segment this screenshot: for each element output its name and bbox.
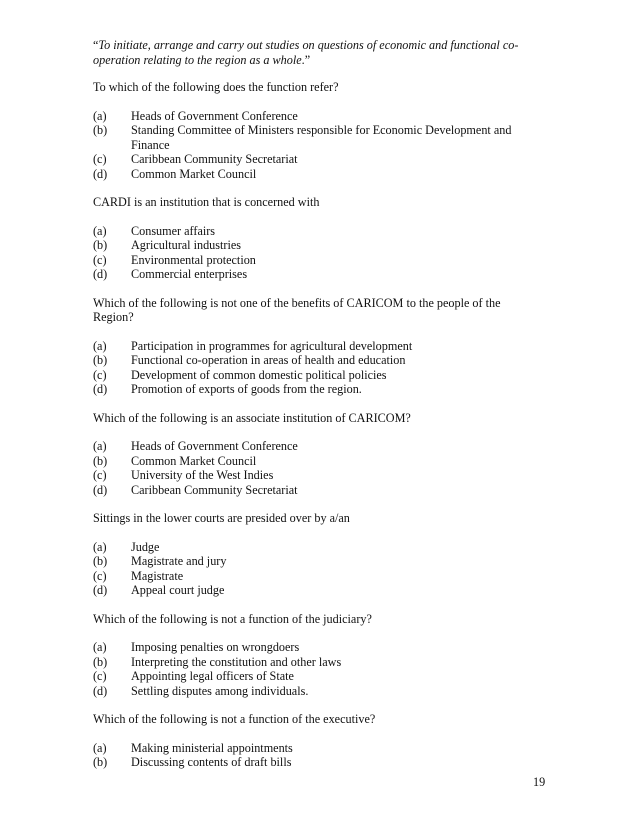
answer-option [93,109,543,124]
answer-option [93,583,543,598]
option-text: Functional co-operation in areas of health and education [131,353,406,367]
option-label: (c) [93,568,107,583]
option-label: (d) [93,166,108,181]
option-label: (c) [93,669,107,683]
answer-option [93,741,543,756]
answer-option [93,353,543,368]
option-label: (a) [93,338,107,353]
option-text: Agricultural industries [131,238,242,252]
option-text: Development of common domestic political policies [131,367,387,382]
answer-option [93,253,543,268]
question-text: Sittings in the lower courts are presided over by a/an [93,511,350,525]
option-text: Caribbean Community Secretariat [131,482,298,497]
question-text: Which of the following is an associate institution of CARICOM? [93,410,411,425]
option-text: Consumer affairs [131,223,216,238]
option-text: Appeal court judge [131,583,225,597]
option-text: Imposing penalties on wrongdoers [131,640,300,654]
question-block [93,195,543,282]
option-label: (b) [93,123,108,137]
answer-option [93,167,543,182]
option-label: (d) [93,683,108,698]
option-label: (a) [93,223,107,238]
answer-option [93,554,543,569]
answer-option [93,224,543,239]
option-label: (d) [93,267,108,281]
answer-option [93,468,543,483]
option-label: (c) [93,468,107,482]
option-label: (a) [93,740,107,755]
question-text: CARDI is an institution that is concerned with [93,195,320,209]
answer-option [93,123,543,152]
option-label: (c) [93,252,107,267]
answer-option [93,382,543,397]
option-text: Making ministerial appointments [131,740,293,755]
option-text: Heads of Government Conference [131,108,298,123]
question-text: Which of the following is not one of the benefits of CARICOM to the people of the Region? [93,295,501,324]
option-label: (b) [93,554,108,568]
question-text: To which of the following does the function refer? [93,80,339,94]
answer-option [93,368,543,383]
answer-option [93,339,543,354]
option-text: Environmental protection [131,252,256,267]
option-label: (b) [93,654,108,669]
document-page [93,38,543,784]
option-label: (d) [93,482,108,497]
option-label: (b) [93,238,108,252]
answer-option [93,755,543,770]
answer-option [93,238,543,253]
question-list [93,80,543,770]
option-text: Common Market Council [131,453,257,468]
question-block [93,80,543,181]
answer-option [93,684,543,699]
option-text: Magistrate and jury [131,554,227,568]
option-label: (c) [93,152,107,166]
page-number: 19 [533,775,546,789]
question-block [93,511,543,598]
option-text: Participation in programmes for agricultural development [131,338,413,353]
option-label: (a) [93,539,107,554]
option-label: (b) [93,453,108,468]
question-block [93,411,543,498]
option-text: Standing Committee of Ministers responsible for Economic Development and Finance [131,123,512,152]
option-label: (b) [93,353,108,367]
option-text: University of the West Indies [131,468,274,482]
option-label: (a) [93,108,107,123]
option-label: (d) [93,583,108,597]
option-text: Discussing contents of draft bills [131,755,292,769]
quote-text: To initiate, arrange and carry out studies on questions of economic and functional co-operation relating to the region as a whole [93,38,519,67]
option-text: Commercial enterprises [131,267,248,281]
option-label: (a) [93,439,107,453]
option-text: Promotion of exports of goods from the region. [131,382,362,396]
question-block [93,612,543,699]
answer-option [93,483,543,498]
question-block [93,712,543,770]
option-label: (c) [93,367,107,382]
option-text: Appointing legal officers of State [131,669,294,683]
option-text: Interpreting the constitution and other laws [131,654,342,669]
option-text: Caribbean Community Secretariat [131,152,298,166]
question-text: Which of the following is not a function of the executive? [93,712,376,726]
answer-option [93,439,543,454]
option-label: (d) [93,382,108,396]
option-label: (b) [93,755,108,769]
option-text: Common Market Council [131,166,257,181]
open-quote-mark: “ [93,38,99,52]
question-text: Which of the following is not a function of the judiciary? [93,611,372,626]
answer-option [93,640,543,655]
answer-option [93,569,543,584]
answer-option [93,454,543,469]
answer-option [93,655,543,670]
answer-option [93,152,543,167]
answer-option [93,267,543,282]
option-text: Settling disputes among individuals. [131,683,309,698]
function-quote [93,38,543,67]
option-text: Judge [131,539,160,554]
option-text: Magistrate [131,568,184,583]
question-block [93,296,543,397]
option-label: (a) [93,640,107,654]
close-quote-mark: .” [301,52,311,67]
answer-option [93,669,543,684]
answer-option [93,540,543,555]
option-text: Heads of Government Conference [131,439,298,453]
